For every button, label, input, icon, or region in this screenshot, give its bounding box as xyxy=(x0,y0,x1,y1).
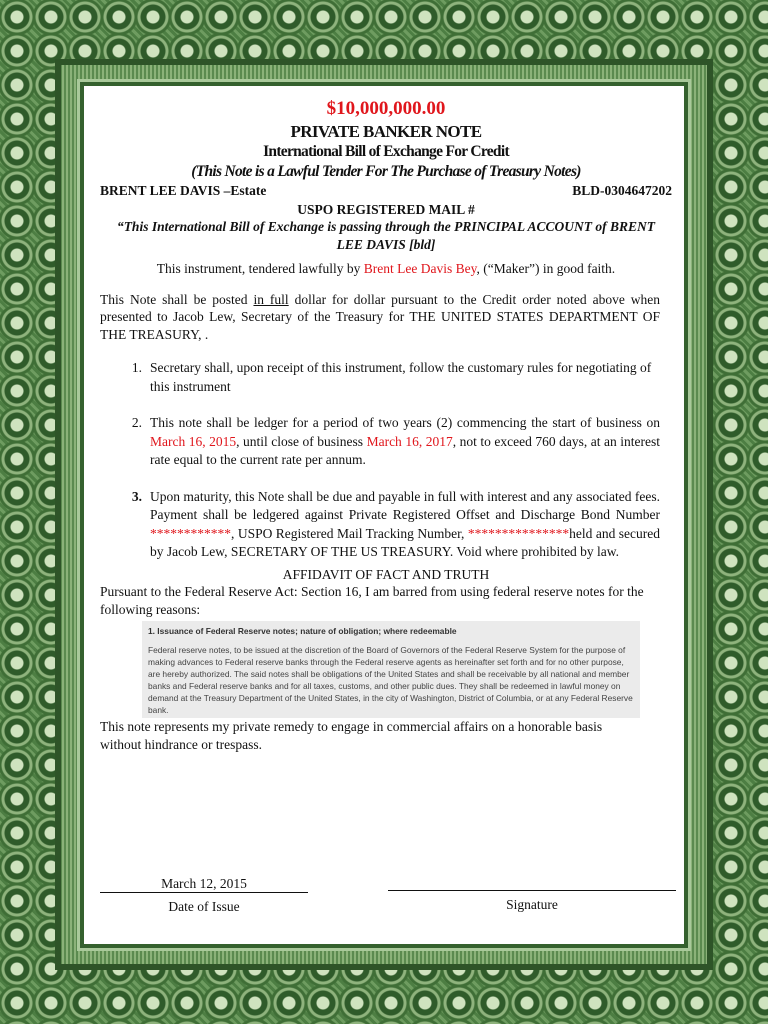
federal-reserve-excerpt xyxy=(142,621,640,718)
list-item: 2. This note shall be ledger for a period of two years (2) commencing the start of business on March 16, 2015, until close of business March 16, 2017, not to exceed 760 days, at an interest rate equal to the current rate per annum. xyxy=(131,415,661,467)
tender-statement: This instrument, tendered lawfully by Brent Lee Davis Bey, (“Maker”) in good faith. xyxy=(156,261,616,276)
list-item: 1. Secretary shall, upon receipt of this instrument, follow the customary rules for negotiating of this instrument xyxy=(131,360,652,394)
excerpt-body: Federal reserve notes, to be issued at the discretion of the Board of Governors of the Federal Reserve System for the purpose of making advances to Federal reserve banks through the Federal reserve agents as hereinafter set forth and for no other purpose, are hereby authorized. The said notes shall be obligations of the United States and shall be receivable by all national and member banks and Federal reserve banks and for all taxes, customs, and other public dues. They shall be redeemed in lawful money on demand at the Treasury Department of the United States, in the city of Washington, District of Columbia, or at any Federal Reserve bank. xyxy=(148,645,633,715)
issue-date: March 12, 2015 xyxy=(100,876,308,893)
signature-area xyxy=(100,876,680,926)
remedy-statement: This note represents my private remedy to engage in commercial affairs on a honorable basis without hindrance or trespass. xyxy=(100,719,603,752)
signature-block xyxy=(388,876,676,913)
tracking-number-mask: *************** xyxy=(467,525,570,541)
list-item: 3. Upon maturity, this Note shall be due and payable in full with interest and any associated fees. Payment shall be ledgered against Private Registered Offset and Discharge Bond Number ************, USPO Registered Mail Tracking Number, ***************held and secured by Jacob Lew, SECRETARY OF THE US TREASURY. Void where prohibited by law. xyxy=(131,488,660,559)
bond-number-mask: ************ xyxy=(150,525,231,541)
terms-list xyxy=(100,359,672,562)
document-content xyxy=(100,97,672,753)
note-subtitle: International Bill of Exchange For Credit xyxy=(263,143,509,160)
signature-line xyxy=(388,876,676,891)
affidavit-heading: AFFIDAVIT OF FACT AND TRUTH xyxy=(282,566,490,582)
note-tagline: (This Note is a Lawful Tender For The Purchase of Treasury Notes) xyxy=(191,163,581,180)
reference-number: BLD-0304647202 xyxy=(572,183,672,198)
posting-paragraph: This Note shall be posted in full dollar for dollar pursuant to the Credit order noted above when presented to Jacob Lew, Secretary of the Treasury for THE UNITED STATES DEPARTMENT OF THE TREASURY, . xyxy=(100,291,660,342)
affidavit-intro: Pursuant to the Federal Reserve Act: Section 16, I am barred from using federal reserve notes for the following reasons: xyxy=(100,584,644,617)
start-date: March 16, 2015 xyxy=(150,433,237,449)
estate-row xyxy=(100,182,672,199)
issue-date-label: Date of Issue xyxy=(168,899,240,914)
signature-label: Signature xyxy=(506,897,558,912)
date-of-issue-block xyxy=(100,876,308,915)
excerpt-title: 1. Issuance of Federal Reserve notes; nature of obligation; where redeemable xyxy=(148,626,457,636)
registered-mail-line: USPO REGISTERED MAIL # xyxy=(297,202,475,217)
note-title: PRIVATE BANKER NOTE xyxy=(290,122,482,141)
end-date: March 16, 2017 xyxy=(366,433,453,449)
bill-of-exchange-line: “This International Bill of Exchange is passing through the PRINCIPAL ACCOUNT of BRENT LEE DAVIS [bld] xyxy=(116,219,656,252)
note-amount: $10,000,000.00 xyxy=(326,98,446,119)
maker-name: Brent Lee Davis Bey xyxy=(363,261,477,276)
estate-name: BRENT LEE DAVIS –Estate xyxy=(100,183,267,198)
